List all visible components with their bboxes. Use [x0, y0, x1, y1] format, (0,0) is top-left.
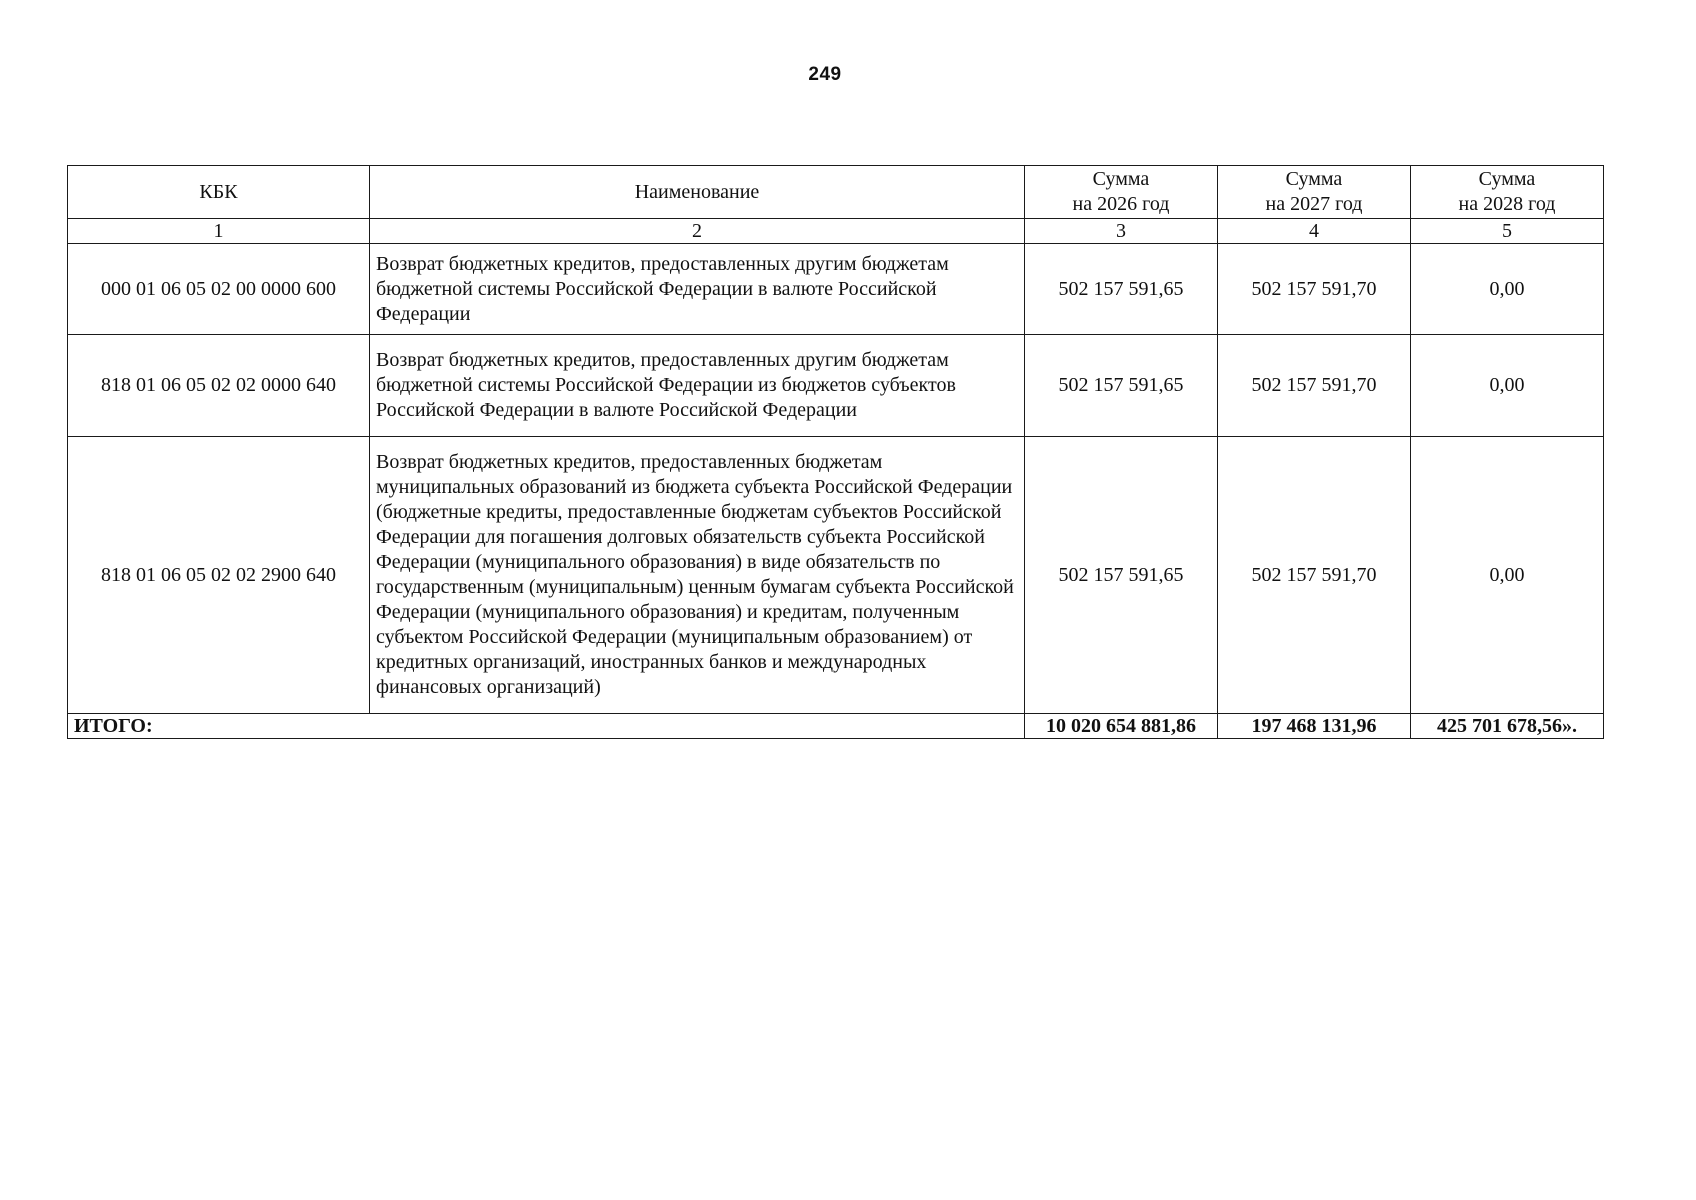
header-kbk: КБК [68, 166, 370, 219]
sum-2028: 0,00 [1411, 335, 1604, 437]
page-number: 249 [808, 64, 842, 85]
kbk-code: 818 01 06 05 02 02 2900 640 [68, 437, 370, 714]
total-label: ИТОГО: [68, 714, 1025, 739]
sum-2026: 502 157 591,65 [1025, 335, 1218, 437]
sum-2027: 502 157 591,70 [1218, 437, 1411, 714]
sum-2028: 0,00 [1411, 437, 1604, 714]
total-row [68, 714, 1604, 739]
item-name: Возврат бюджетных кредитов, предоставленных другим бюджетам бюджетной системы Российской Федерации в валюте Российской Федерации [370, 244, 1025, 335]
header-sum-2027 [1218, 166, 1411, 219]
column-number: 2 [370, 219, 1025, 244]
table-row [68, 437, 1604, 714]
sum-2027: 502 157 591,70 [1218, 244, 1411, 335]
column-number: 3 [1025, 219, 1218, 244]
sum-2026: 502 157 591,65 [1025, 437, 1218, 714]
sum-2026: 502 157 591,65 [1025, 244, 1218, 335]
column-number: 5 [1411, 219, 1604, 244]
total-sum-2026: 10 020 654 881,86 [1025, 714, 1218, 739]
kbk-code: 000 01 06 05 02 00 0000 600 [68, 244, 370, 335]
table-row [68, 244, 1604, 335]
header-sum-2026-line2: на 2026 год [1072, 193, 1170, 215]
header-name: Наименование [370, 166, 1025, 219]
item-name: Возврат бюджетных кредитов, предоставленных другим бюджетам бюджетной системы Российской Федерации из бюджетов субъектов Российской Федерации в валюте Российской Федерации [370, 335, 1025, 437]
column-number: 1 [68, 219, 370, 244]
header-row [68, 166, 1604, 219]
header-sum-2028-line2: на 2028 год [1458, 193, 1556, 215]
header-sum-2028 [1411, 166, 1604, 219]
column-number: 4 [1218, 219, 1411, 244]
column-number-row [68, 219, 1604, 244]
table-row [68, 335, 1604, 437]
sum-2028: 0,00 [1411, 244, 1604, 335]
budget-sources-table [67, 165, 1604, 739]
sum-2027: 502 157 591,70 [1218, 335, 1411, 437]
item-name: Возврат бюджетных кредитов, предоставленных бюджетам муниципальных образований из бюджета субъекта Российской Федерации (бюджетные кредиты, предоставленные бюджетам субъектов Российской Федерации для погашения долговых обязательств субъекта Российской Федерации (муниципального образования) в виде обязательств по государственным (муниципальным) ценным бумагам субъекта Российской Федерации (муниципального образования) и кредитам, полученным субъектом Российской Федерации (муниципальным образованием) от кредитных организаций, иностранных банков и международных финансовых организаций) [370, 437, 1025, 714]
header-sum-2026 [1025, 166, 1218, 219]
kbk-code: 818 01 06 05 02 02 0000 640 [68, 335, 370, 437]
total-sum-2028: 425 701 678,56». [1411, 714, 1604, 739]
header-sum-2026-line1: Сумма [1092, 168, 1150, 190]
header-sum-2028-line1: Сумма [1478, 168, 1536, 190]
total-sum-2027: 197 468 131,96 [1218, 714, 1411, 739]
header-sum-2027-line1: Сумма [1285, 168, 1343, 190]
header-sum-2027-line2: на 2027 год [1265, 193, 1363, 215]
